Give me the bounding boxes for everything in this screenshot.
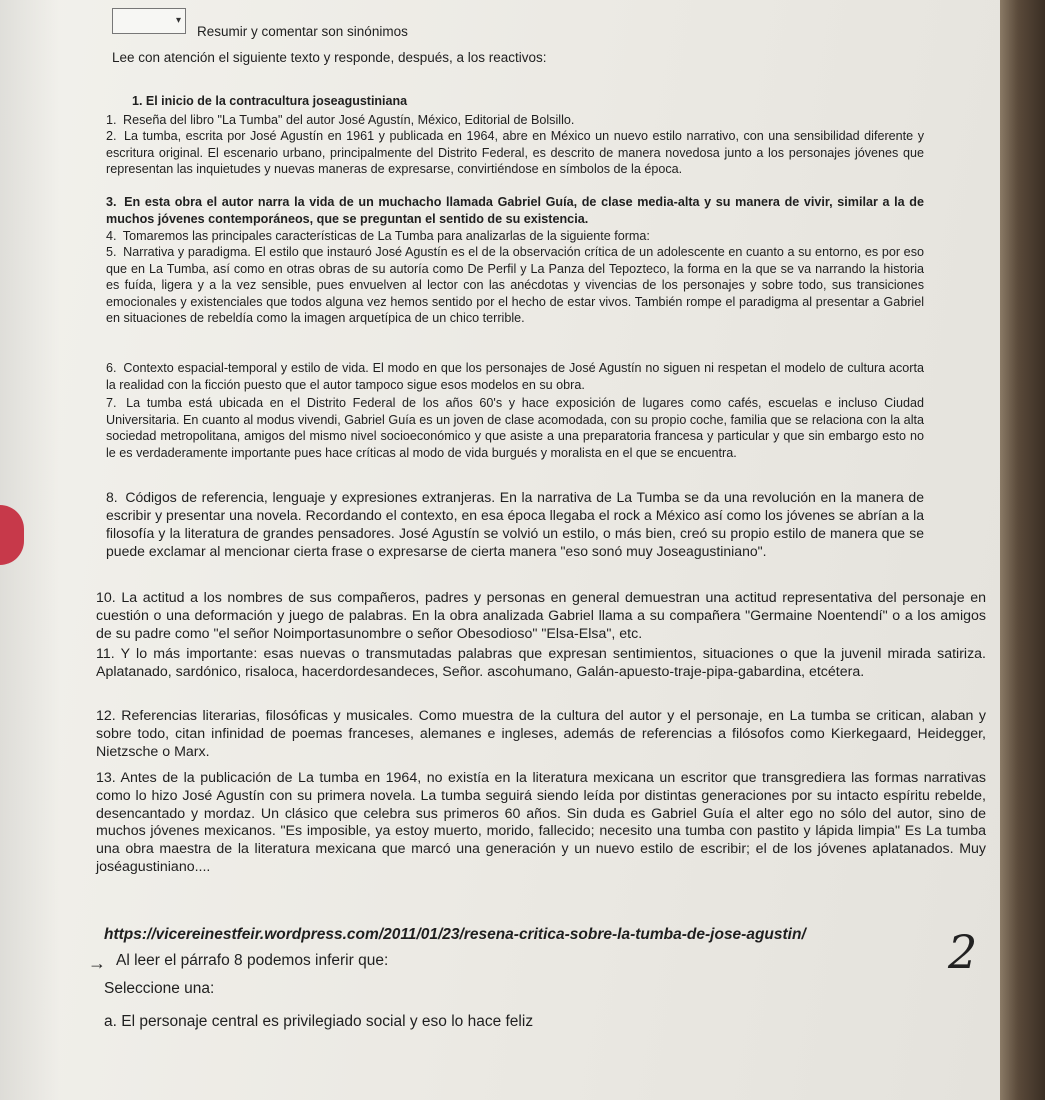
paragraph-number: 7.: [106, 396, 117, 410]
paragraph-11: [96, 646, 986, 682]
paragraph-2: [106, 128, 924, 178]
instructions: Lee con atención el siguiente texto y responde, después, a los reactivos:: [112, 50, 547, 65]
paragraph-7: [106, 395, 924, 461]
paragraph-text: Tomaremos las principales características de La Tumba para analizarlas de la siguiente forma:: [122, 229, 650, 243]
paragraph-text: La tumba, escrita por José Agustín en 1961 y publicada en 1964, abre en México un nuevo estilo narrativo, con una sensibilidad diferente y escritura original. El escenario urbano, principalmente del Distrito Federal, es descrito de manera novedosa junto a los personajes jóvenes que representan las inquietudes y nuevas maneras de expresarse, convirtiéndose en símbolos de la época.: [106, 129, 924, 177]
paragraph-number: 13.: [96, 770, 116, 786]
paragraph-12: [96, 708, 986, 761]
paragraph-text: Contexto espacial-temporal y estilo de vida. El modo en que los personajes de José Agustín no siguen ni respetan el modelo de cultura acorta la realidad con la ficción puesto que el autor tampoco sigue esos modelos en su obra.: [106, 361, 925, 392]
paragraph-text: Reseña del libro "La Tumba" del autor José Agustín, México, Editorial de Bolsillo.: [123, 113, 575, 127]
paragraph-number: 1.: [106, 113, 117, 127]
paragraph-1: [106, 112, 924, 129]
paragraph-number: 4.: [106, 229, 117, 243]
select-prompt: Seleccione una:: [104, 980, 215, 997]
handwritten-number: 2: [948, 925, 978, 979]
answer-dropdown[interactable]: [112, 8, 186, 34]
paragraph-6: [106, 360, 924, 393]
paragraph-text: Y lo más importante: esas nuevas o transmutadas palabras que expresan sentimientos, situaciones o que la juvenil mirada satiriza. Aplatanado, sardónico, risaloca, hacerdordesandeces, Señor. ascohumano, Galán-apuesto-traje-pipa-gabardina, etcétera.: [96, 646, 986, 680]
paragraph-10: [96, 590, 986, 643]
paragraph-number: 3.: [106, 195, 117, 209]
question-text: Al leer el párrafo 8 podemos inferir que:: [116, 952, 389, 969]
paragraph-number: 6.: [106, 361, 117, 375]
paragraph-number: 10.: [96, 590, 116, 606]
paragraph-13: [96, 770, 986, 877]
paragraph-number: 5.: [106, 245, 117, 259]
wood-background: [1000, 0, 1045, 1100]
dropdown-label: Resumir y comentar son sinónimos: [197, 24, 408, 39]
paragraph-number: 12.: [96, 708, 116, 724]
paragraph-3: [106, 194, 924, 227]
paragraph-number: 11.: [96, 646, 115, 662]
paragraph-text: La actitud a los nombres de sus compañeros, padres y personas en general demuestran una actitud representativa del personaje en cuestión o una deformación y juego de palabras. En la obra analizada Gabriel llama a su compañera "Germaine Noentendí" o a los amigos de su padre como "el señor Noimportasunombre o señor Obesodioso" "Elsa-Elsa", etc.: [96, 590, 986, 642]
paragraph-8: [106, 488, 924, 560]
source-url: https://vicereinestfeir.wordpress.com/2011/01/23/resena-critica-sobre-la-tumba-de-jose-agustin/: [104, 926, 806, 943]
paragraph-text: Narrativa y paradigma. El estilo que instauró José Agustín es el de la observación crítica de un adolescente en cuanto a su entorno, es por eso que en La Tumba, así como en otras obras de su autoría como De Perfil y La Panza del Tepozteco, la forma en la que se va narrando la historia es fuída, ligera y a la vez sensible, pues envuelven al lector con las anécdotas y vivencias de los personajes y sobre todo, sus transiciones emocionales y existenciales que todos alguna vez hemos sentido por el hecho de estar vivos. También rompe el paradigma al presentar a Gabriel en situaciones de rebeldía como la imagen arquetípica de un chico terrible.: [106, 245, 924, 326]
paragraph-text: Antes de la publicación de La tumba en 1964, no existía en la literatura mexicana un escritor que transgrediera las formas narrativas como lo hizo José Agustín con su primera novela. La tumba seguirá siendo leída por distintas generaciones por su intacto espíritu rebelde, desencantado y mordaz. Un clásico que celebra sus primeros 60 años. Sin duda es Gabriel Guía el alter ego no sólo del autor, sino de muchos jóvenes mexicanos. "Es imposible, ya estoy muerto, morido, fallecido; necesito una tumba con pastito y lápida limpia" Es La tumba una obra maestra de la literatura mexicana que marcó una generación y un nuevo estilo de escribir; el de los jóvenes aplatanados. Muy joséagustiniano....: [96, 770, 986, 875]
paragraph-text: Referencias literarias, filosóficas y musicales. Como muestra de la cultura del autor y el personaje, en La tumba se critican, alaban y sobre todo, citan infinidad de poemas franceses, alemanes e ingleses, además de referencias a filósofos como Kierkegaard, Heidegger, Nietzsche o Marx.: [96, 708, 986, 760]
chevron-down-icon: ▾: [175, 15, 181, 26]
section-heading: 1. El inicio de la contracultura joseagustiniana: [132, 94, 408, 108]
paragraph-text: Códigos de referencia, lenguaje y expresiones extranjeras. En la narrativa de La Tumba se da una revolución en la manera de escribir y presentar una novela. Recordando el contexto, en esa época llegaba el rock a México así como los jóvenes se abrían a la filosofía y la literatura de grandes pensadores. José Agustín se volvió un estilo, o más bien, creó su propio estilo de manera que se puede exclamar al mencionar cierta frase o expresarse de cierta manera "eso sonó muy Joseagustiniano".: [106, 489, 925, 559]
paragraph-5: [106, 244, 924, 327]
paragraph-text: La tumba está ubicada en el Distrito Federal de los años 60's y hace exposición de lugares como cafés, escuelas e incluso Ciudad Universitaria. En cuanto al modus vivendi, Gabriel Guía es un joven de clase acomodada, con su propio coche, familia que se relaciona con la alta sociedad metropolitana, amigos del mismo nivel socioeconómico y que asiste a una preparatoria francesa y particular y que sin embargo esto no le es verdaderamente importante pues hace críticas al modo de vida burgués y moralista en el que se encuentra.: [106, 396, 924, 460]
handwritten-arrow: →: [88, 953, 106, 973]
paragraph-text: En esta obra el autor narra la vida de un muchacho llamada Gabriel Guía, de clase media-alta y su manera de vivir, similar a la de muchos jóvenes contemporáneos, que se preguntan el sentido de su existencia.: [106, 195, 924, 226]
option-a[interactable]: a. El personaje central es privilegiado social y eso lo hace feliz: [104, 1013, 534, 1030]
paragraph-number: 2.: [106, 129, 117, 143]
paragraph-number: 8.: [106, 489, 118, 505]
paragraph-4: [106, 228, 924, 245]
